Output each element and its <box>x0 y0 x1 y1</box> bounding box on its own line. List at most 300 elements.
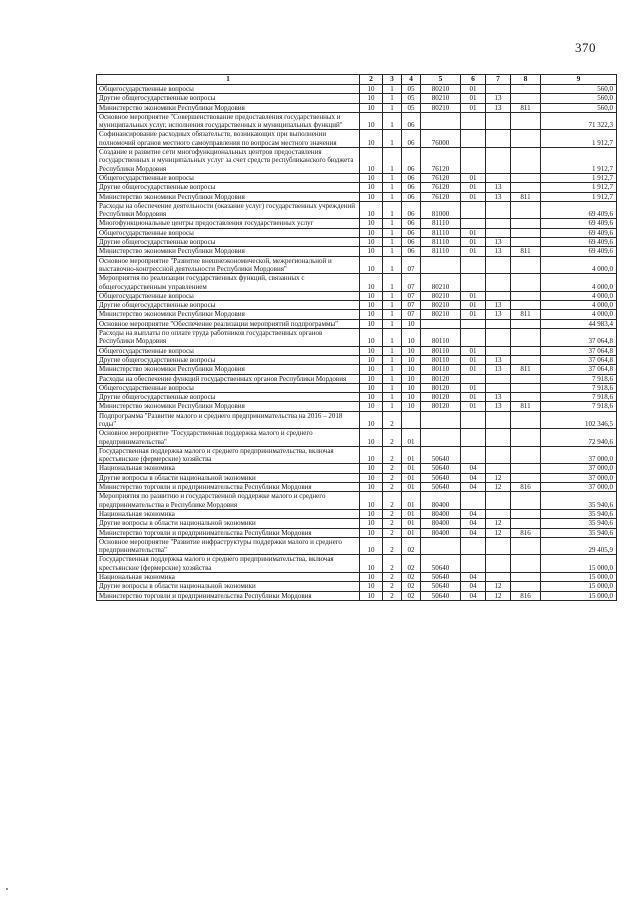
row-code-cell: 01 <box>402 528 421 537</box>
table-row <box>97 301 617 310</box>
row-name-cell: Подпрограмма "Развитие малого и среднего предпринимательства на 2016 – 2018 годы" <box>97 411 360 429</box>
row-code-cell <box>486 383 511 392</box>
row-code-cell: 04 <box>461 483 486 492</box>
table-row <box>97 509 617 518</box>
row-code-cell: 13 <box>486 238 511 247</box>
row-code-cell: 07 <box>402 301 421 310</box>
row-code-cell: 04 <box>461 528 486 537</box>
table-row <box>97 483 617 492</box>
row-amount-cell: 560,0 <box>541 85 617 94</box>
row-code-cell: 10 <box>360 374 383 383</box>
row-amount-cell: 1 912,7 <box>541 192 617 201</box>
table-row <box>97 519 617 528</box>
row-code-cell: 01 <box>461 365 486 374</box>
row-code-cell <box>421 256 461 274</box>
row-code-cell: 80120 <box>421 374 461 383</box>
row-code-cell <box>486 374 511 383</box>
row-name-cell: Расходы на выплаты по оплате труда работников государственных органов Республики Мордовия <box>97 329 360 347</box>
row-code-cell <box>511 383 541 392</box>
row-amount-cell: 71 322,3 <box>541 112 617 130</box>
row-name-cell: Общегосударственные вопросы <box>97 291 360 300</box>
row-code-cell <box>511 582 541 591</box>
row-code-cell: 04 <box>461 473 486 482</box>
row-name-cell: Основное мероприятие "Государственная поддержка малого и среднего предпринимательства" <box>97 429 360 447</box>
row-amount-cell: 15 000,0 <box>541 582 617 591</box>
row-code-cell: 10 <box>360 112 383 130</box>
row-code-cell <box>511 555 541 573</box>
row-code-cell: 13 <box>486 402 511 411</box>
row-code-cell <box>421 537 461 555</box>
row-code-cell: 13 <box>486 365 511 374</box>
table-row <box>97 573 617 582</box>
row-code-cell: 811 <box>511 247 541 256</box>
row-code-cell <box>511 329 541 347</box>
row-code-cell: 07 <box>402 310 421 319</box>
row-code-cell: 06 <box>402 183 421 192</box>
table-body <box>97 75 617 601</box>
row-code-cell: 10 <box>360 346 383 355</box>
row-code-cell: 10 <box>360 429 383 447</box>
row-code-cell: 02 <box>402 537 421 555</box>
row-code-cell <box>511 148 541 174</box>
row-code-cell: 10 <box>402 355 421 364</box>
row-name-cell: Общегосударственные вопросы <box>97 383 360 392</box>
table-row <box>97 355 617 364</box>
row-amount-cell: 4 000,0 <box>541 274 617 292</box>
table-row <box>97 192 617 201</box>
row-code-cell <box>486 329 511 347</box>
row-code-cell: 80110 <box>421 346 461 355</box>
row-code-cell: 13 <box>486 355 511 364</box>
row-code-cell <box>511 492 541 510</box>
table-row <box>97 393 617 402</box>
table-header-row <box>97 75 617 85</box>
row-amount-cell: 7 918,6 <box>541 393 617 402</box>
row-code-cell <box>486 291 511 300</box>
row-code-cell <box>461 537 486 555</box>
row-code-cell <box>511 219 541 228</box>
row-code-cell <box>421 429 461 447</box>
row-code-cell <box>486 464 511 473</box>
row-name-cell: Общегосударственные вопросы <box>97 346 360 355</box>
row-code-cell <box>511 301 541 310</box>
row-code-cell: 80120 <box>421 393 461 402</box>
row-code-cell: 81110 <box>421 247 461 256</box>
row-name-cell: Расходы на обеспечение деятельности (оказание услуг) государственных учреждений Республики Мордовия <box>97 201 360 219</box>
row-code-cell: 2 <box>383 483 402 492</box>
row-code-cell: 50640 <box>421 483 461 492</box>
row-code-cell: 01 <box>461 85 486 94</box>
row-code-cell <box>486 537 511 555</box>
table-row <box>97 130 617 148</box>
row-code-cell: 10 <box>360 365 383 374</box>
row-code-cell <box>511 291 541 300</box>
row-code-cell: 50640 <box>421 573 461 582</box>
row-code-cell: 80110 <box>421 365 461 374</box>
row-code-cell: 01 <box>461 103 486 112</box>
row-code-cell <box>486 411 511 429</box>
row-code-cell: 80210 <box>421 85 461 94</box>
row-code-cell: 06 <box>402 192 421 201</box>
row-code-cell <box>511 573 541 582</box>
row-amount-cell: 72 940,6 <box>541 429 617 447</box>
header-cell: 6 <box>461 75 486 85</box>
table-row <box>97 411 617 429</box>
row-code-cell: 1 <box>383 346 402 355</box>
row-code-cell: 01 <box>402 519 421 528</box>
header-cell: 5 <box>421 75 461 85</box>
row-name-cell: Мероприятия по развитию и государственной поддержке малого и среднего предпринимательства в Республике Мордовия <box>97 492 360 510</box>
row-code-cell: 50640 <box>421 582 461 591</box>
row-code-cell: 10 <box>360 509 383 518</box>
row-code-cell: 1 <box>383 383 402 392</box>
row-code-cell: 12 <box>486 528 511 537</box>
row-code-cell <box>461 112 486 130</box>
row-code-cell: 12 <box>486 473 511 482</box>
row-code-cell: 2 <box>383 591 402 600</box>
row-code-cell <box>511 201 541 219</box>
row-code-cell: 816 <box>511 483 541 492</box>
row-code-cell: 76120 <box>421 192 461 201</box>
row-code-cell: 04 <box>461 464 486 473</box>
row-code-cell: 01 <box>402 492 421 510</box>
row-amount-cell: 69 409,6 <box>541 247 617 256</box>
row-code-cell: 10 <box>360 402 383 411</box>
table-row <box>97 228 617 237</box>
row-code-cell: 1 <box>383 393 402 402</box>
row-code-cell: 811 <box>511 402 541 411</box>
row-code-cell: 1 <box>383 173 402 182</box>
row-amount-cell: 1 912,7 <box>541 148 617 174</box>
row-code-cell: 80210 <box>421 274 461 292</box>
row-name-cell: Министерство экономики Республики Мордовия <box>97 310 360 319</box>
row-code-cell: 1 <box>383 274 402 292</box>
row-code-cell: 13 <box>486 103 511 112</box>
row-code-cell: 06 <box>402 201 421 219</box>
row-code-cell: 1 <box>383 319 402 328</box>
row-code-cell: 2 <box>383 429 402 447</box>
row-code-cell: 811 <box>511 192 541 201</box>
row-code-cell: 10 <box>360 519 383 528</box>
table-row <box>97 555 617 573</box>
row-name-cell: Национальная экономика <box>97 464 360 473</box>
row-code-cell: 06 <box>402 112 421 130</box>
row-amount-cell: 15 000,0 <box>541 573 617 582</box>
row-code-cell <box>461 219 486 228</box>
row-code-cell: 01 <box>461 192 486 201</box>
table-row <box>97 537 617 555</box>
row-code-cell <box>486 319 511 328</box>
row-code-cell <box>511 238 541 247</box>
row-code-cell <box>421 112 461 130</box>
row-code-cell: 12 <box>486 519 511 528</box>
row-code-cell: 10 <box>360 85 383 94</box>
row-name-cell: Министерство экономики Республики Мордовия <box>97 365 360 374</box>
table-row <box>97 446 617 464</box>
row-code-cell: 13 <box>486 310 511 319</box>
row-name-cell: Другие вопросы в области национальной экономики <box>97 582 360 591</box>
table-row <box>97 402 617 411</box>
row-code-cell <box>511 446 541 464</box>
table-row <box>97 329 617 347</box>
row-code-cell <box>486 446 511 464</box>
row-amount-cell: 1 912,7 <box>541 183 617 192</box>
row-name-cell: Создание и развитие сети многофункциональных центров предоставления государственных и муниципальных услуг за счет средств республиканского бюджета Республики Мордовия <box>97 148 360 174</box>
row-code-cell: 01 <box>461 183 486 192</box>
header-cell: 1 <box>97 75 360 85</box>
row-amount-cell: 37 000,0 <box>541 473 617 482</box>
row-code-cell: 07 <box>402 291 421 300</box>
row-code-cell: 80210 <box>421 103 461 112</box>
row-code-cell: 816 <box>511 591 541 600</box>
table-row <box>97 429 617 447</box>
table-row <box>97 582 617 591</box>
row-code-cell: 06 <box>402 173 421 182</box>
row-code-cell <box>511 473 541 482</box>
row-code-cell: 10 <box>402 374 421 383</box>
row-amount-cell: 1 912,7 <box>541 173 617 182</box>
row-code-cell: 10 <box>360 537 383 555</box>
row-code-cell: 1 <box>383 291 402 300</box>
row-code-cell: 81110 <box>421 238 461 247</box>
row-code-cell: 10 <box>360 528 383 537</box>
row-code-cell <box>511 256 541 274</box>
row-code-cell: 13 <box>486 94 511 103</box>
header-cell: 7 <box>486 75 511 85</box>
row-code-cell: 1 <box>383 310 402 319</box>
row-code-cell: 05 <box>402 85 421 94</box>
row-amount-cell: 37 000,0 <box>541 483 617 492</box>
row-code-cell: 01 <box>402 446 421 464</box>
row-code-cell <box>511 94 541 103</box>
row-code-cell <box>461 429 486 447</box>
row-code-cell: 01 <box>461 173 486 182</box>
row-code-cell: 1 <box>383 402 402 411</box>
row-code-cell <box>486 555 511 573</box>
row-code-cell <box>461 148 486 174</box>
row-code-cell: 80210 <box>421 94 461 103</box>
row-name-cell: Основное мероприятие "Обеспечение реализации мероприятий подпрограммы" <box>97 319 360 328</box>
row-amount-cell: 7 918,6 <box>541 402 617 411</box>
row-code-cell: 2 <box>383 464 402 473</box>
row-code-cell <box>486 256 511 274</box>
row-code-cell <box>511 183 541 192</box>
page-number: 370 <box>575 40 596 55</box>
table-row <box>97 383 617 392</box>
row-code-cell: 80210 <box>421 301 461 310</box>
row-code-cell: 50640 <box>421 591 461 600</box>
row-code-cell: 10 <box>360 573 383 582</box>
row-amount-cell: 69 409,6 <box>541 228 617 237</box>
table-row <box>97 238 617 247</box>
row-code-cell <box>486 130 511 148</box>
row-code-cell <box>486 346 511 355</box>
row-code-cell: 80400 <box>421 528 461 537</box>
row-code-cell: 01 <box>402 483 421 492</box>
row-code-cell <box>461 374 486 383</box>
row-code-cell: 81110 <box>421 228 461 237</box>
table-row <box>97 473 617 482</box>
row-code-cell: 01 <box>461 247 486 256</box>
row-code-cell: 76120 <box>421 173 461 182</box>
row-code-cell <box>511 112 541 130</box>
row-code-cell: 2 <box>383 582 402 591</box>
row-code-cell: 1 <box>383 192 402 201</box>
row-name-cell: Министерство экономики Республики Мордовия <box>97 192 360 201</box>
row-code-cell: 01 <box>402 509 421 518</box>
row-code-cell <box>511 346 541 355</box>
row-code-cell: 10 <box>360 130 383 148</box>
table-row <box>97 247 617 256</box>
row-amount-cell: 69 409,6 <box>541 219 617 228</box>
row-code-cell: 10 <box>402 346 421 355</box>
row-code-cell: 1 <box>383 148 402 174</box>
row-code-cell: 81000 <box>421 201 461 219</box>
row-code-cell: 01 <box>461 402 486 411</box>
row-amount-cell: 7 918,6 <box>541 374 617 383</box>
row-code-cell <box>421 411 461 429</box>
row-code-cell: 01 <box>461 301 486 310</box>
row-code-cell: 13 <box>486 393 511 402</box>
row-code-cell: 10 <box>360 148 383 174</box>
row-code-cell <box>511 173 541 182</box>
row-amount-cell: 37 064,8 <box>541 329 617 347</box>
row-code-cell <box>511 509 541 518</box>
row-name-cell: Министерство торговли и предпринимательства Республики Мордовия <box>97 591 360 600</box>
row-code-cell: 10 <box>360 473 383 482</box>
row-code-cell <box>511 464 541 473</box>
row-code-cell: 06 <box>402 238 421 247</box>
row-code-cell: 10 <box>402 402 421 411</box>
row-code-cell <box>461 411 486 429</box>
row-code-cell: 2 <box>383 411 402 429</box>
header-cell: 2 <box>360 75 383 85</box>
row-code-cell: 10 <box>360 301 383 310</box>
row-code-cell: 1 <box>383 256 402 274</box>
row-name-cell: Национальная экономика <box>97 509 360 518</box>
row-code-cell: 01 <box>461 291 486 300</box>
row-code-cell: 80110 <box>421 355 461 364</box>
row-code-cell: 80400 <box>421 509 461 518</box>
row-code-cell: 80120 <box>421 402 461 411</box>
row-amount-cell: 1 912,7 <box>541 130 617 148</box>
table-row <box>97 256 617 274</box>
row-code-cell <box>486 274 511 292</box>
row-code-cell <box>461 274 486 292</box>
row-amount-cell: 44 983,4 <box>541 319 617 328</box>
row-code-cell: 01 <box>402 473 421 482</box>
row-code-cell <box>486 219 511 228</box>
row-code-cell: 1 <box>383 183 402 192</box>
row-code-cell: 50640 <box>421 464 461 473</box>
table-row <box>97 374 617 383</box>
row-name-cell: Национальная экономика <box>97 573 360 582</box>
row-amount-cell: 69 409,6 <box>541 201 617 219</box>
row-code-cell: 76120 <box>421 148 461 174</box>
row-name-cell: Другие вопросы в области национальной экономики <box>97 519 360 528</box>
row-name-cell: Министерство экономики Республики Мордовия <box>97 103 360 112</box>
row-code-cell <box>511 274 541 292</box>
row-code-cell: 1 <box>383 329 402 347</box>
row-code-cell: 10 <box>402 383 421 392</box>
row-amount-cell: 35 940,6 <box>541 509 617 518</box>
row-code-cell: 1 <box>383 103 402 112</box>
row-code-cell: 811 <box>511 365 541 374</box>
row-code-cell: 01 <box>402 464 421 473</box>
row-code-cell <box>461 555 486 573</box>
row-code-cell <box>461 319 486 328</box>
row-amount-cell: 102 346,5 <box>541 411 617 429</box>
row-code-cell: 06 <box>402 130 421 148</box>
row-name-cell: Министерство экономики Республики Мордовия <box>97 247 360 256</box>
row-code-cell: 1 <box>383 94 402 103</box>
row-code-cell <box>511 85 541 94</box>
row-code-cell <box>461 492 486 510</box>
row-code-cell: 10 <box>402 329 421 347</box>
row-code-cell: 01 <box>461 228 486 237</box>
row-code-cell: 10 <box>360 582 383 591</box>
row-code-cell: 10 <box>360 247 383 256</box>
row-code-cell <box>461 201 486 219</box>
row-code-cell <box>486 492 511 510</box>
row-code-cell: 10 <box>360 94 383 103</box>
row-amount-cell: 37 064,8 <box>541 346 617 355</box>
row-code-cell <box>486 201 511 219</box>
row-name-cell: Министерство торговли и предпринимательства Республики Мордовия <box>97 483 360 492</box>
row-code-cell <box>511 374 541 383</box>
row-code-cell: 10 <box>360 492 383 510</box>
row-code-cell: 02 <box>402 555 421 573</box>
row-code-cell: 2 <box>383 519 402 528</box>
row-code-cell: 10 <box>360 201 383 219</box>
row-name-cell: Основное мероприятие "Совершенствование предоставления государственных и муниципальных услуг, исполнения государственных и муниципальных функций" <box>97 112 360 130</box>
row-code-cell: 04 <box>461 519 486 528</box>
row-name-cell: Другие общегосударственные вопросы <box>97 301 360 310</box>
row-code-cell: 76000 <box>421 130 461 148</box>
scan-artifact-dot <box>6 888 8 890</box>
row-code-cell: 10 <box>360 103 383 112</box>
table-row <box>97 346 617 355</box>
row-name-cell: Другие общегосударственные вопросы <box>97 94 360 103</box>
header-cell: 3 <box>383 75 402 85</box>
row-code-cell: 04 <box>461 573 486 582</box>
row-code-cell: 10 <box>360 183 383 192</box>
row-code-cell: 10 <box>402 365 421 374</box>
table-row <box>97 148 617 174</box>
row-name-cell: Расходы на обеспечение функций государственных органов Республики Мордовия <box>97 374 360 383</box>
row-name-cell: Другие вопросы в области национальной экономики <box>97 473 360 482</box>
row-code-cell: 05 <box>402 94 421 103</box>
row-code-cell: 80110 <box>421 329 461 347</box>
row-amount-cell: 35 940,6 <box>541 528 617 537</box>
row-amount-cell: 69 409,6 <box>541 238 617 247</box>
row-name-cell: Основное мероприятие "Развитие внешнеэкономической, межрегиональной и выставочно-конгрессной деятельности Республики Мордовия" <box>97 256 360 274</box>
row-amount-cell: 560,0 <box>541 94 617 103</box>
row-amount-cell: 4 000,0 <box>541 310 617 319</box>
row-code-cell: 1 <box>383 130 402 148</box>
row-amount-cell: 560,0 <box>541 103 617 112</box>
table-row <box>97 112 617 130</box>
row-code-cell: 06 <box>402 247 421 256</box>
row-name-cell: Другие общегосударственные вопросы <box>97 238 360 247</box>
table-row <box>97 492 617 510</box>
row-code-cell <box>402 411 421 429</box>
row-code-cell: 2 <box>383 446 402 464</box>
row-code-cell: 811 <box>511 103 541 112</box>
row-amount-cell: 35 940,6 <box>541 492 617 510</box>
row-code-cell <box>486 148 511 174</box>
row-code-cell: 01 <box>461 238 486 247</box>
